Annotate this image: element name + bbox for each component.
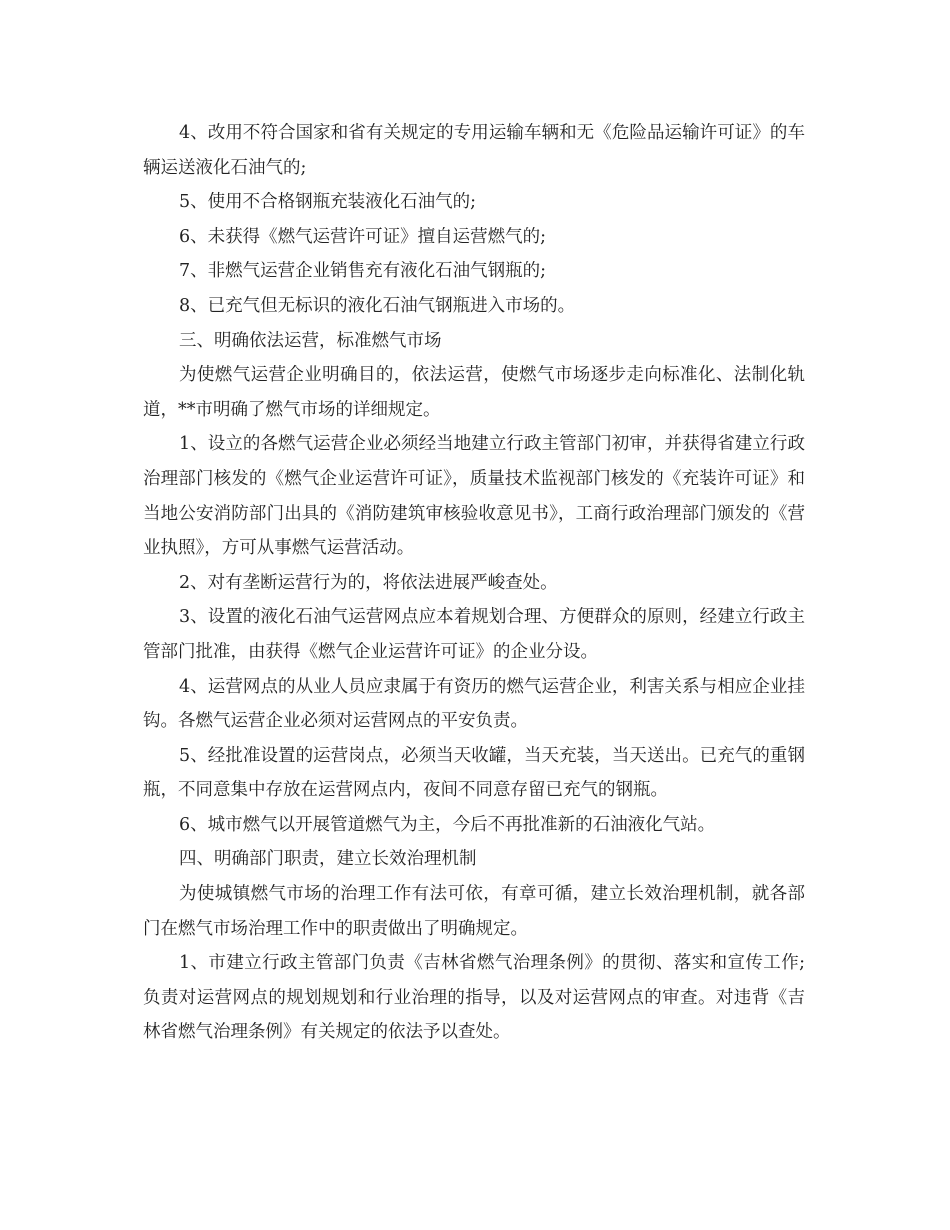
- paragraph-item-5-cylinders: 5、使用不合格钢瓶充装液化石油气的;: [179, 192, 477, 213]
- section-4-intro: 为使城镇燃气市场的治理工作有法可依，有章可循，建立长效治理机制，就各部门在燃气市场治理工作中的职责做出了明确规定。: [143, 884, 805, 939]
- section-3-item-4: 4、运营网点的从业人员应隶属于有资历的燃气运营企业，利害关系与相应企业挂钩。各燃气运营企业必须对运营网点的平安负责。: [143, 676, 805, 732]
- paragraph-item-7-sales: 7、非燃气运营企业销售充有液化石油气钢瓶的;: [179, 261, 547, 282]
- paragraph-item-8-unlabeled: 8、已充气但无标识的液化石油气钢瓶进入市场的。: [179, 295, 576, 316]
- document-body: [143, 116, 805, 1050]
- section-4-item-1: 1、市建立行政主管部门负责《吉林省燃气治理条例》的贯彻、落实和宣传工作;负责对运营网点的规划规划和行业治理的指导，以及对运营网点的审查。对违背《吉林省燃气治理条例》有关规定的依法予以查处。: [143, 953, 805, 1043]
- section-3-item-1: 1、设立的各燃气运营企业必须经当地建立行政主管部门初审，并获得省建立行政治理部门核发的《燃气企业运营许可证》，质量技术监视部门核发的《充装许可证》和当地公安消防部门出具的《消防建筑审核验收意见书》，工商行政治理部门颁发的《营业执照》，方可从事燃气运营活动。: [143, 434, 805, 559]
- paragraph-item-6-license: 6、未获得《燃气运营许可证》擅自运营燃气的;: [179, 226, 547, 247]
- section-3-item-6: 6、城市燃气以开展管道燃气为主，今后不再批准新的石油液化气站。: [179, 814, 716, 835]
- section-heading-3: 三、明确依法运营，标准燃气市场: [179, 330, 442, 351]
- section-3-intro: 为使燃气运营企业明确目的，依法运营，使燃气市场逐步走向标准化、法制化轨道，**市明确了燃气市场的详细规定。: [143, 365, 805, 420]
- paragraph-item-4-vehicles: 4、改用不符合国家和省有关规定的专用运输车辆和无《危险品运输许可证》的车辆运送液化石油气的;: [143, 123, 805, 178]
- section-heading-4: 四、明确部门职责，建立长效治理机制: [179, 849, 477, 870]
- section-3-item-3: 3、设置的液化石油气运营网点应本着规划合理、方便群众的原则，经建立行政主管部门批准，由获得《燃气企业运营许可证》的企业分设。: [143, 607, 805, 662]
- section-3-item-5: 5、经批准设置的运营岗点，必须当天收罐，当天充装，当天送出。已充气的重钢瓶，不同意集中存放在运营网点内，夜间不同意存留已充气的钢瓶。: [143, 745, 805, 801]
- section-3-item-2: 2、对有垄断运营行为的，将依法进展严峻查处。: [179, 572, 558, 593]
